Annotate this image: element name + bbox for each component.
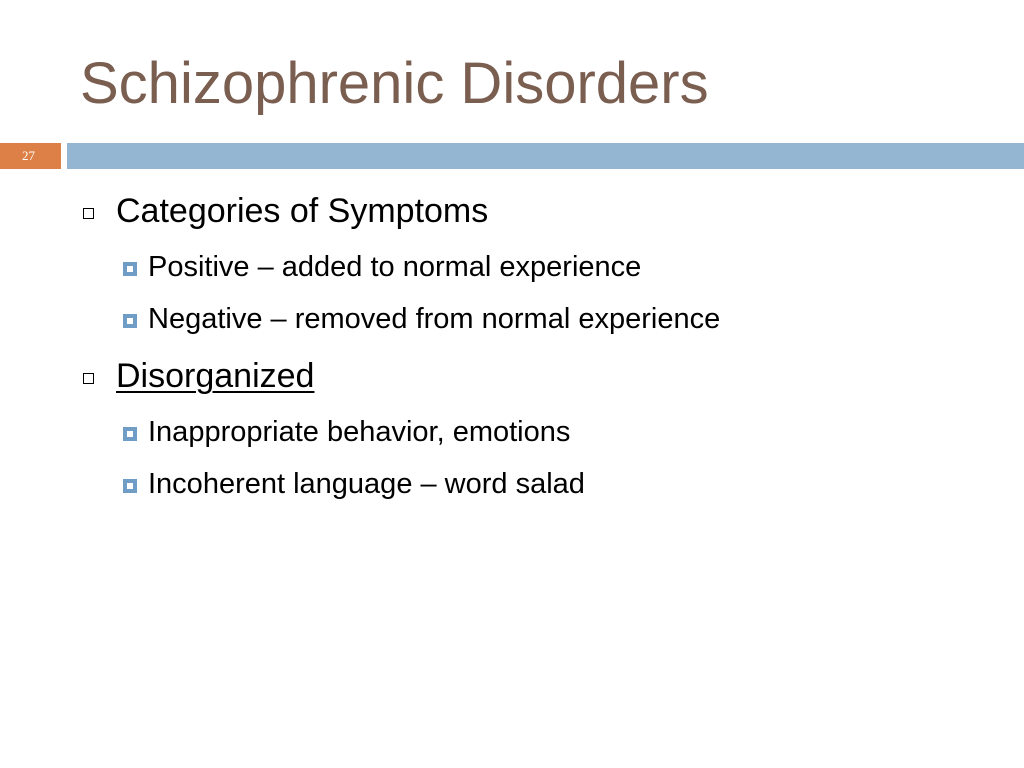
square-bullet-icon [123,427,137,441]
square-bullet-icon [123,262,137,276]
sub-bullet-negative [123,301,720,337]
square-bullet-icon [123,314,137,328]
sub-bullet-text: Inappropriate behavior, emotions [148,416,571,448]
sub-bullet-inappropriate [123,414,570,450]
sub-bullet-positive [123,249,641,285]
slide-title: Schizophrenic Disorders [80,51,709,116]
bullet-categories-of-symptoms [80,191,488,231]
sub-bullet-text: Negative – removed from normal experience [148,303,721,335]
bullet-disorganized[interactable] [80,356,314,396]
sub-bullet-text: Positive – added to normal experience [148,251,642,283]
hollow-square-bullet-icon [83,373,94,384]
square-bullet-icon [123,479,137,493]
slide-number: 27 [0,143,61,169]
bullet-text: Categories of Symptoms [116,192,489,230]
sub-bullet-text: Incoherent language – word salad [148,468,585,500]
hollow-square-bullet-icon [83,208,94,219]
bullet-link-text[interactable]: Disorganized [116,357,315,395]
sub-bullet-incoherent [123,466,585,502]
